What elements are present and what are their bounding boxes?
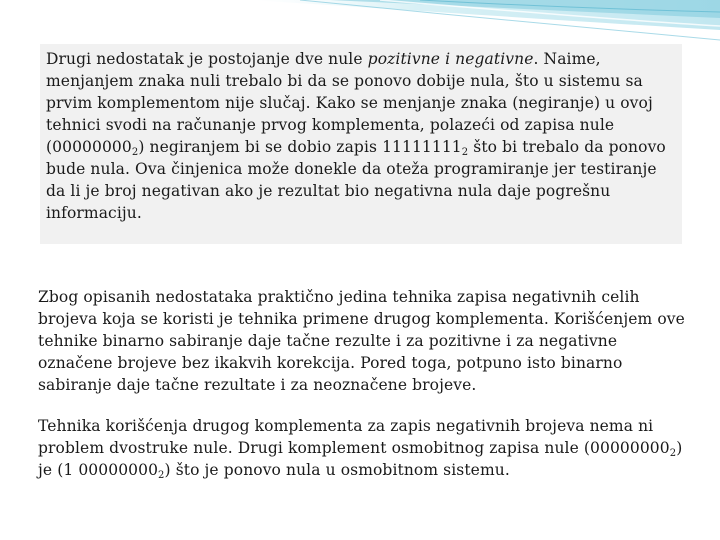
second-paragraph: Zbog opisanih nedostataka praktično jedina tehnika zapisa negativnih celih brojeva koja se koristi je tehnika primene drugog komplementa. Korišćenjem ove tehnike binarno sabiranje daje tačne rezulte i za pozitivne i za negativne označene brojeve bez ikakvih korekcija. Pored toga, potpuno isto binarno sabiranje daje tačne rezultate i za neoznačene brojeve. — [38, 288, 685, 394]
text-segment: što bi trebalo da ponovo bude nula. Ova činjenica može donekle da oteža programiranje jer testiranje da li je broj negativan ako je rezultat bio negativna nula daje pogrešnu informaciju. — [46, 138, 666, 222]
text-segment: Tehnika korišćenja drugog komplementa za zapis negativnih brojeva nema ni problem dvostruke nule. Drugi komplement osmobitnog zapisa nule (00000000 — [38, 417, 670, 457]
text-segment: ) što je ponovo nula u osmobitnom sistemu. — [164, 461, 510, 479]
italic-text: pozitivne i negativne — [367, 50, 534, 68]
subscript: 2 — [158, 470, 165, 481]
third-paragraph — [38, 415, 688, 481]
text-segment: Drugi nedostatak je postojanje dve nule — [46, 50, 368, 68]
subscript: 2 — [669, 448, 677, 459]
subscript: 2 — [461, 147, 469, 158]
subscript: 2 — [131, 147, 139, 158]
first-paragraph — [46, 48, 674, 224]
text-segment: . Naime, menjanjem znaka nuli trebalo bi da se ponovo dobije nula, što u sistemu sa prvim komplementom nije slučaj. Kako se menjanje znaka (negiranje) u ovoj tehnici svodi na računanje prvog komplementa, polazeći od zapisa nule (00000000 — [46, 50, 653, 156]
text-segment: ) je (1 00000000 — [38, 439, 683, 479]
text-segment: ) negiranjem bi se dobio zapis 11111111 — [138, 138, 462, 156]
first-paragraph-box — [40, 44, 682, 244]
